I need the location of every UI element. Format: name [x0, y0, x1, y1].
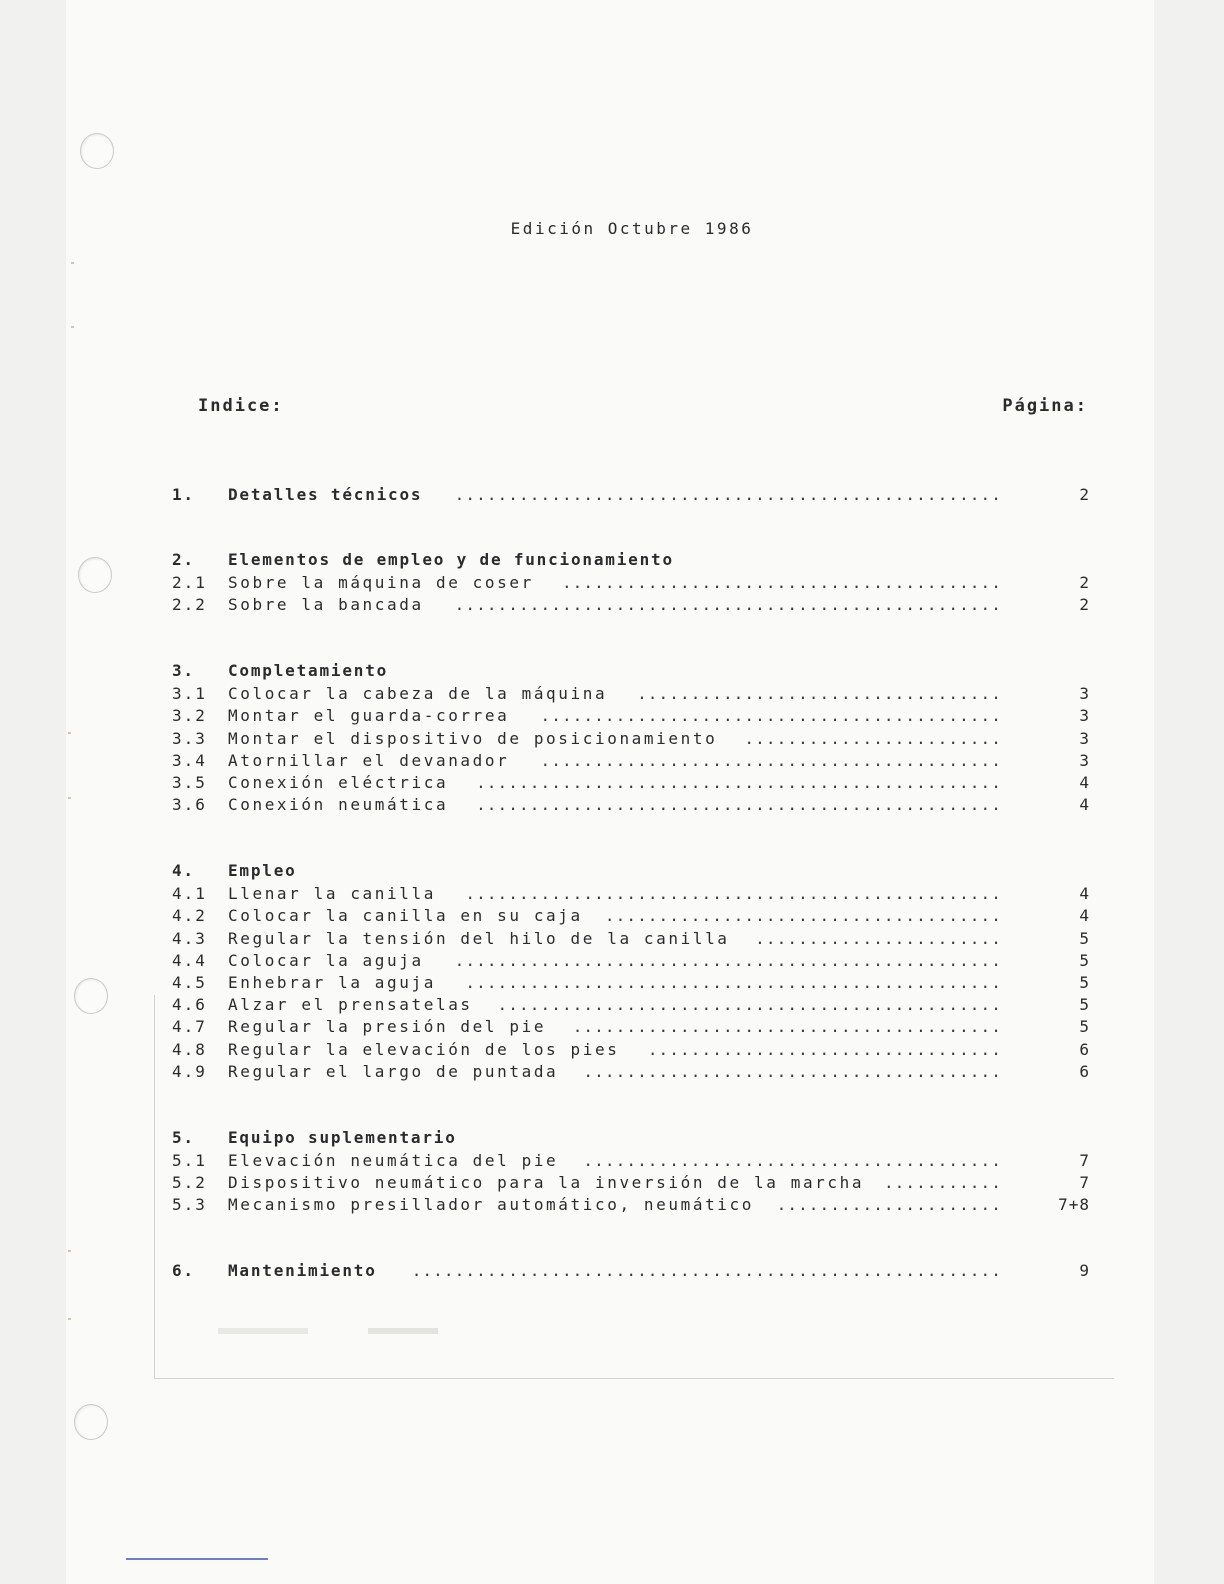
punch-hole	[78, 557, 112, 593]
dot-leader: .....................	[776, 1195, 1002, 1214]
toc-entry	[172, 1016, 1090, 1038]
toc-entry-number: 4.7	[172, 1017, 207, 1036]
scan-speck	[71, 326, 74, 328]
toc-entry	[172, 705, 1090, 727]
toc-entry	[172, 484, 1090, 506]
toc-entry-number: 5.	[172, 1128, 195, 1147]
toc-entry-title: Regular la tensión del hilo de la canilla	[228, 929, 730, 948]
dot-leader: .................................................	[476, 773, 1002, 792]
toc-entry-number: 1.	[172, 485, 195, 504]
toc-entry-title: Enhebrar la aguja	[228, 973, 436, 992]
dot-leader: ...................................................	[454, 485, 1002, 504]
toc-entry-page: 2	[1079, 595, 1090, 614]
toc-entry-number: 4.	[172, 861, 195, 880]
toc-entry-title: Regular la presión del pie	[228, 1017, 547, 1036]
dot-leader: .................................................	[476, 795, 1002, 814]
punch-hole	[74, 1404, 108, 1440]
scan-edge-mark	[126, 1558, 268, 1560]
toc-entry-number: 5.3	[172, 1195, 207, 1214]
toc-entry-title: Regular el largo de puntada	[228, 1062, 559, 1081]
dot-leader: .................................	[647, 1040, 1002, 1059]
toc-entry-title: Sobre la bancada	[228, 595, 424, 614]
scan-speck	[68, 732, 71, 734]
toc-entry-number: 2.2	[172, 595, 207, 614]
dot-leader: ........................	[744, 729, 1002, 748]
toc-entry-page: 5	[1079, 1017, 1090, 1036]
toc-entry	[172, 972, 1090, 994]
toc-entry-number: 3.1	[172, 684, 207, 703]
toc-entry	[172, 794, 1090, 816]
toc-entry-number: 4.1	[172, 884, 207, 903]
toc-entry	[172, 549, 1090, 571]
toc-entry-number: 3.3	[172, 729, 207, 748]
toc-entry-page: 4	[1079, 795, 1090, 814]
scan-speck	[68, 1250, 71, 1252]
dot-leader: ...................................................	[454, 595, 1002, 614]
toc-entry-title: Atornillar el devanador	[228, 751, 510, 770]
toc-entry	[172, 572, 1090, 594]
edition-label: Edición Octubre 1986	[510, 219, 754, 238]
toc-entry-title: Alzar el prensatelas	[228, 995, 473, 1014]
toc-entry	[172, 750, 1090, 772]
toc-entry	[172, 660, 1090, 682]
toc-entry-number: 5.2	[172, 1173, 207, 1192]
toc-entry-page: 5	[1079, 995, 1090, 1014]
scan-speck	[68, 797, 71, 799]
toc-entry	[172, 594, 1090, 616]
toc-entry-page: 6	[1079, 1040, 1090, 1059]
dot-leader: .......................	[755, 929, 1002, 948]
dot-leader: .......................................	[583, 1062, 1002, 1081]
toc-entry	[172, 860, 1090, 882]
toc-entry-page: 4	[1079, 884, 1090, 903]
toc-entry-number: 5.1	[172, 1151, 207, 1170]
toc-entry	[172, 728, 1090, 750]
toc-entry-title: Elevación neumática del pie	[228, 1151, 559, 1170]
index-heading: Indice:	[198, 396, 284, 416]
toc-entry-page: 5	[1079, 973, 1090, 992]
toc-entry-number: 4.8	[172, 1040, 207, 1059]
toc-entry-page: 3	[1079, 684, 1090, 703]
page-column-heading: Página:	[1002, 396, 1088, 416]
toc-entry-number: 2.	[172, 550, 195, 569]
toc-entry-title: Elementos de empleo y de funcionamiento	[228, 550, 674, 569]
toc-entry-title: Llenar la canilla	[228, 884, 436, 903]
dot-leader: .......................................................	[411, 1261, 1002, 1280]
dot-leader: ...........	[883, 1173, 1002, 1192]
toc-entry-number: 4.2	[172, 906, 207, 925]
toc-entry-number: 4.9	[172, 1062, 207, 1081]
punch-hole	[80, 133, 114, 169]
toc-entry-page: 2	[1079, 573, 1090, 592]
toc-entry-number: 2.1	[172, 573, 207, 592]
toc-entry	[172, 1150, 1090, 1172]
toc-entry-page: 5	[1079, 951, 1090, 970]
toc-entry-title: Regular la elevación de los pies	[228, 1040, 620, 1059]
toc-entry	[172, 950, 1090, 972]
toc-entry-number: 6.	[172, 1261, 195, 1280]
toc-entry	[172, 994, 1090, 1016]
toc-entry-page: 7	[1079, 1151, 1090, 1170]
toc-entry	[172, 1194, 1090, 1216]
toc-entry-title: Mantenimiento	[228, 1261, 377, 1280]
toc-entry	[172, 883, 1090, 905]
toc-entry-page: 9	[1079, 1261, 1090, 1280]
toc-entry-title: Colocar la aguja	[228, 951, 424, 970]
toc-entry-title: Dispositivo neumático para la inversión de la marcha	[228, 1173, 865, 1192]
toc-entry-number: 4.3	[172, 929, 207, 948]
toc-entry	[172, 1039, 1090, 1061]
toc-entry-page: 7+8	[1058, 1195, 1090, 1214]
toc-entry-page: 5	[1079, 929, 1090, 948]
dot-leader: ..................................................	[465, 884, 1002, 903]
dot-leader: ........................................	[572, 1017, 1002, 1036]
toc-entry-title: Empleo	[228, 861, 297, 880]
toc-entry	[172, 1061, 1090, 1083]
toc-entry-number: 3.2	[172, 706, 207, 725]
toc-entry	[172, 1260, 1090, 1282]
toc-entry	[172, 683, 1090, 705]
dot-leader: ..................................................	[465, 973, 1002, 992]
toc-entry-title: Colocar la cabeza de la máquina	[228, 684, 608, 703]
toc-entry-page: 3	[1079, 729, 1090, 748]
scan-speck	[71, 262, 74, 264]
toc-entry-number: 3.	[172, 661, 195, 680]
bleed-through-mark	[208, 1322, 438, 1340]
toc-entry-number: 3.4	[172, 751, 207, 770]
toc-entry-title: Sobre la máquina de coser	[228, 573, 534, 592]
toc-entry-page: 6	[1079, 1062, 1090, 1081]
toc-entry-title: Montar el dispositivo de posicionamiento	[228, 729, 718, 748]
dot-leader: ...................................................	[454, 951, 1002, 970]
toc-entry-title: Conexión eléctrica	[228, 773, 449, 792]
toc-entry-number: 4.4	[172, 951, 207, 970]
toc-entry	[172, 1172, 1090, 1194]
toc-entry-title: Mecanismo presillador automático, neumático	[228, 1195, 755, 1214]
dot-leader: .......................................	[583, 1151, 1002, 1170]
dot-leader: .........................................	[561, 573, 1002, 592]
toc-entry-title: Equipo suplementario	[228, 1128, 457, 1147]
toc-entry-number: 3.6	[172, 795, 207, 814]
toc-entry-title: Completamiento	[228, 661, 389, 680]
toc-entry-title: Colocar la canilla en su caja	[228, 906, 583, 925]
toc-entry	[172, 905, 1090, 927]
dot-leader: ...........................................	[540, 706, 1002, 725]
toc-entry	[172, 772, 1090, 794]
bleed-through-line	[154, 995, 155, 1379]
dot-leader: ..................................	[637, 684, 1002, 703]
dot-leader: .....................................	[604, 906, 1002, 925]
toc-entry-number: 4.6	[172, 995, 207, 1014]
punch-hole	[74, 978, 108, 1014]
toc-entry-number: 4.5	[172, 973, 207, 992]
scan-speck	[68, 1318, 71, 1320]
dot-leader: ...........................................	[540, 751, 1002, 770]
toc-entry-title: Montar el guarda-correa	[228, 706, 510, 725]
dot-leader: ...............................................	[497, 995, 1002, 1014]
toc-entry-page: 2	[1079, 485, 1090, 504]
toc-entry-title: Conexión neumática	[228, 795, 449, 814]
toc-entry-page: 3	[1079, 751, 1090, 770]
bleed-through-text	[208, 1322, 438, 1344]
toc-entry-title: Detalles técnicos	[228, 485, 423, 504]
toc-entry-page: 4	[1079, 773, 1090, 792]
bleed-through-line	[154, 1378, 1114, 1379]
toc-entry	[172, 1127, 1090, 1149]
toc-entry-number: 3.5	[172, 773, 207, 792]
toc-entry-page: 3	[1079, 706, 1090, 725]
toc-entry-page: 4	[1079, 906, 1090, 925]
toc-entry	[172, 928, 1090, 950]
toc-entry-page: 7	[1079, 1173, 1090, 1192]
